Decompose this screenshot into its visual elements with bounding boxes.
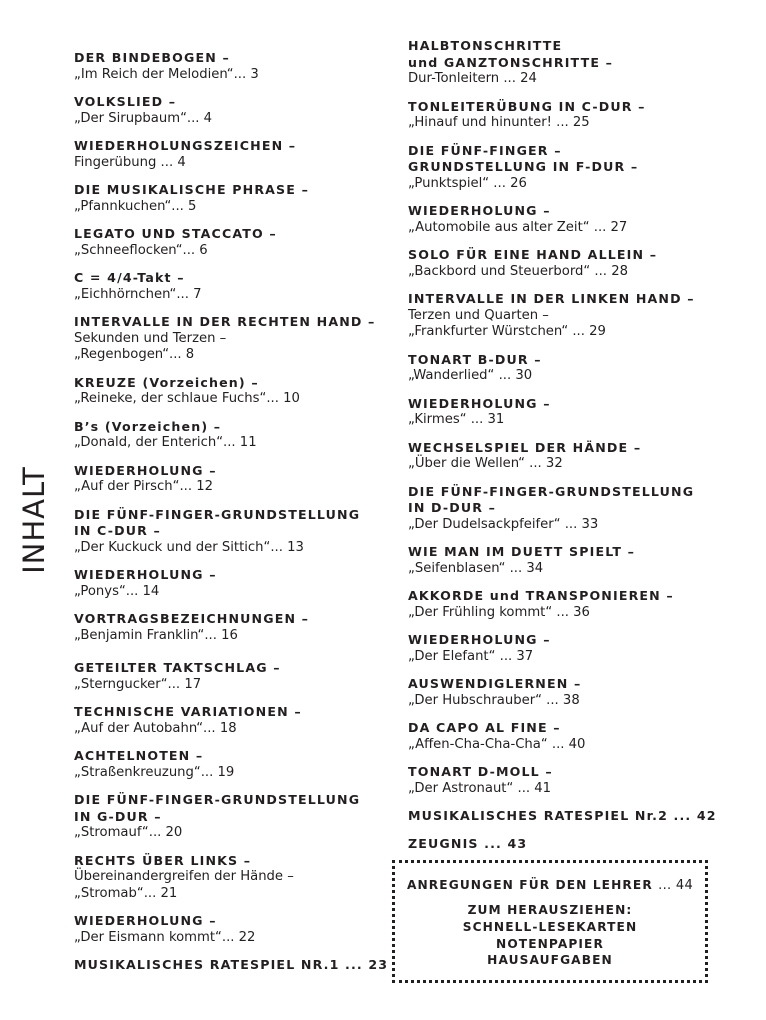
- toc-entry-heading: INTERVALLE IN DER RECHTEN HAND –: [74, 314, 376, 329]
- toc-entry-heading: IN D-DUR –: [408, 500, 497, 515]
- toc-entry-detail: „Straßenkreuzung“... 19: [74, 764, 235, 780]
- toc-entry: [74, 748, 384, 781]
- toc-entry-detail: „Affen-Cha-Cha-Cha“ ... 40: [408, 736, 586, 752]
- toc-entry-heading: GETEILTER TAKTSCHLAG –: [74, 660, 281, 675]
- toc-entry-detail: „Der Sirupbaum“... 4: [74, 110, 213, 126]
- toc-entry-heading: WIE MAN IM DUETT SPIELT –: [408, 544, 636, 559]
- toc-entry-detail: „Punktspiel“ ... 26: [408, 175, 527, 191]
- toc-entry-detail: „Der Hubschrauber“ ... 38: [408, 692, 580, 708]
- toc-entry-heading: VORTRAGSBEZEICHNUNGEN –: [74, 611, 310, 626]
- toc-entry-heading: KREUZE (Vorzeichen) –: [74, 374, 259, 390]
- toc-entry-heading: WIEDERHOLUNG –: [408, 632, 551, 647]
- pull-out-item: HAUSAUFGABEN: [487, 953, 613, 968]
- toc-entry-heading: SOLO FÜR EINE HAND ALLEIN –: [408, 247, 658, 262]
- toc-entry-detail: „Wanderlied“ ... 30: [408, 368, 533, 383]
- pull-out-heading: ZUM HERAUSZIEHEN:: [467, 903, 633, 917]
- toc-entry-detail: „Hinauf und hinunter! ... 25: [408, 115, 590, 130]
- toc-entry-heading: INTERVALLE IN DER LINKEN HAND –: [408, 291, 695, 306]
- toc-entry-heading: DIE FÜNF-FINGER-GRUNDSTELLUNG: [74, 792, 361, 807]
- toc-entry-detail: Terzen und Quarten –: [408, 307, 549, 323]
- toc-entry-heading: GRUNDSTELLUNG IN F-DUR –: [408, 159, 639, 174]
- toc-entry: [74, 138, 384, 171]
- toc-entry: [408, 99, 738, 132]
- toc-entry: [408, 720, 738, 753]
- toc-entry-heading: IN G-DUR –: [74, 808, 162, 824]
- pull-out-list: [395, 902, 705, 969]
- toc-entry-detail: „Auf der Pirsch“... 12: [74, 479, 213, 494]
- toc-entry-heading: WECHSELSPIEL DER HÄNDE –: [408, 439, 642, 455]
- toc-entry: [74, 957, 389, 974]
- toc-entry-detail: „Der Eismann kommt“... 22: [74, 929, 256, 945]
- toc-entry: [74, 704, 384, 737]
- toc-entry-detail: „Stromauf“... 20: [74, 825, 183, 840]
- toc-entry-heading: WIEDERHOLUNG –: [74, 913, 217, 928]
- toc-right-column: [408, 38, 738, 852]
- toc-entry: [74, 375, 384, 408]
- toc-entry-heading: C = 4/4-Takt –: [74, 270, 185, 285]
- toc-entry: [74, 419, 384, 452]
- toc-entry-heading: TONART B-DUR –: [408, 351, 542, 367]
- toc-entry-heading: WIEDERHOLUNG –: [74, 567, 217, 582]
- toc-entry-detail: „Auf der Autobahn“... 18: [74, 720, 237, 736]
- toc-entry: [74, 507, 384, 557]
- toc-entry-detail: Übereinandergreifen der Hände –: [74, 869, 294, 884]
- toc-entry-heading: AKKORDE und TRANSPONIEREN –: [408, 588, 674, 603]
- toc-entry: [74, 913, 384, 946]
- toc-entry-heading: DIE FÜNF-FINGER-GRUNDSTELLUNG: [408, 483, 695, 499]
- teacher-notes-line: [395, 878, 705, 893]
- toc-entry-heading: DIE MUSIKALISCHE PHRASE –: [74, 182, 310, 197]
- toc-entry-heading: DIE FÜNF-FINGER-GRUNDSTELLUNG: [74, 506, 361, 522]
- side-title: [14, 460, 54, 580]
- toc-entry: [408, 808, 738, 825]
- toc-entry: [74, 50, 384, 83]
- toc-entry-heading: DER BINDEBOGEN –: [74, 50, 230, 65]
- teacher-notes-page: ... 44: [658, 878, 694, 893]
- toc-entry-heading: WIEDERHOLUNG –: [408, 395, 551, 411]
- toc-entry-heading: TONART D-MOLL –: [408, 764, 553, 779]
- toc-entry: [408, 143, 738, 193]
- toc-entry-detail: „Der Kuckuck und der Sittich“... 13: [74, 539, 304, 555]
- toc-entry: [408, 588, 738, 621]
- toc-entry: [408, 291, 738, 341]
- toc-entry-detail: „Der Dudelsackpfeifer“ ... 33: [408, 516, 599, 532]
- toc-entry-heading: ZEUGNIS ... 43: [408, 835, 528, 851]
- toc-entry-heading: WIEDERHOLUNGSZEICHEN –: [74, 138, 297, 153]
- toc-entry: [74, 226, 384, 259]
- toc-entry-detail: „Regenbogen“... 8: [74, 347, 195, 362]
- toc-entry-heading: TONLEITERÜBUNG IN C-DUR –: [408, 98, 646, 114]
- toc-entry-heading: und GANZTONSCHRITTE –: [408, 54, 614, 70]
- toc-entry: [408, 632, 738, 665]
- teacher-notes-title: ANREGUNGEN FÜR DEN LEHRER: [406, 878, 653, 892]
- toc-entry-heading: B’s (Vorzeichen) –: [74, 418, 222, 434]
- toc-entry-detail: „Sterngucker“... 17: [74, 676, 202, 692]
- toc-entry: [408, 247, 738, 280]
- toc-entry: [74, 853, 384, 903]
- toc-entry-heading: LEGATO UND STACCATO –: [74, 226, 277, 241]
- toc-entry: [74, 611, 384, 644]
- toc-entry: [74, 94, 384, 127]
- toc-entry-heading: VOLKSLIED –: [74, 94, 177, 109]
- toc-entry-heading: IN C-DUR –: [74, 523, 161, 538]
- toc-entry: [74, 463, 384, 496]
- side-title-text: INHALT: [17, 466, 51, 574]
- toc-entry-detail: Fingerübung ... 4: [74, 154, 186, 170]
- toc-entry-detail: „Der Astronaut“ ... 41: [408, 780, 552, 796]
- toc-entry: [74, 660, 384, 693]
- toc-entry-detail: Dur-Tonleitern ... 24: [408, 71, 537, 86]
- toc-entry-detail: „Im Reich der Melodien“... 3: [74, 66, 259, 82]
- toc-entry-heading: MUSIKALISCHES RATESPIEL Nr.2 ... 42: [408, 808, 717, 823]
- toc-entry-heading: RECHTS ÜBER LINKS –: [74, 852, 252, 868]
- toc-entry: [74, 567, 384, 600]
- toc-entry: [408, 544, 738, 577]
- toc-entry-detail: „Pfannkuchen“... 5: [74, 198, 197, 214]
- toc-entry-detail: „Über die Wellen“ ... 32: [408, 456, 563, 471]
- toc-entry: [408, 203, 738, 236]
- toc-entry-detail: „Seifenblasen“ ... 34: [408, 560, 544, 576]
- toc-entry-heading: DA CAPO AL FINE –: [408, 720, 561, 735]
- toc-entry: [408, 396, 738, 429]
- toc-entry-heading: AUSWENDIGLERNEN –: [408, 676, 582, 691]
- toc-entry-detail: „Der Elefant“ ... 37: [408, 648, 534, 664]
- toc-entry: [408, 764, 738, 797]
- toc-entry-heading: WIEDERHOLUNG –: [74, 462, 217, 478]
- toc-entry-detail: „Ponys“... 14: [74, 583, 160, 599]
- toc-entry: [74, 182, 384, 215]
- toc-entry-detail: „Kirmes“ ... 31: [408, 412, 505, 427]
- pull-out-item: SCHNELL-LESEKARTEN: [462, 919, 638, 934]
- toc-left-column: [74, 50, 389, 974]
- toc-entry: [408, 484, 738, 534]
- toc-entry-detail: „Backbord und Steuerbord“ ... 28: [408, 263, 628, 279]
- toc-entry-heading: ACHTELNOTEN –: [74, 748, 204, 763]
- pull-out-item: NOTENPAPIER: [496, 936, 604, 951]
- toc-entry: [74, 792, 384, 842]
- toc-entry-detail: Sekunden und Terzen –: [74, 330, 227, 346]
- toc-entry: [408, 836, 738, 853]
- toc-entry-heading: HALBTONSCHRITTE: [408, 38, 563, 53]
- toc-entry-heading: TECHNISCHE VARIATIONEN –: [74, 704, 302, 719]
- toc-entry: [74, 314, 384, 364]
- toc-entry-heading: DIE FÜNF-FINGER –: [408, 142, 562, 158]
- toc-entry: [408, 38, 738, 88]
- toc-entry-detail: „Eichhörnchen“... 7: [74, 286, 202, 302]
- toc-entry-detail: „Schneeflocken“... 6: [74, 242, 208, 258]
- toc-entry: [408, 676, 738, 709]
- toc-entry-detail: „Automobile aus alter Zeit“ ... 27: [408, 219, 628, 235]
- toc-entry: [408, 352, 738, 385]
- toc-entry-detail: „Donald, der Enterich“... 11: [74, 435, 257, 450]
- toc-entry-heading: WIEDERHOLUNG –: [408, 203, 551, 218]
- toc-entry-detail: „Stromab“... 21: [74, 885, 178, 901]
- toc-entry: [74, 270, 384, 303]
- toc-entry-detail: „Benjamin Franklin“... 16: [74, 627, 238, 643]
- toc-entry-detail: „Reineke, der schlaue Fuchs“... 10: [74, 391, 300, 406]
- teacher-notes-box: [392, 860, 708, 983]
- toc-entry-detail: „Der Frühling kommt“ ... 36: [408, 604, 590, 620]
- toc-entry: [408, 440, 738, 473]
- toc-entry-detail: „Frankfurter Würstchen“ ... 29: [408, 324, 606, 339]
- toc-entry-heading: MUSIKALISCHES RATESPIEL NR.1 ... 23: [74, 957, 389, 972]
